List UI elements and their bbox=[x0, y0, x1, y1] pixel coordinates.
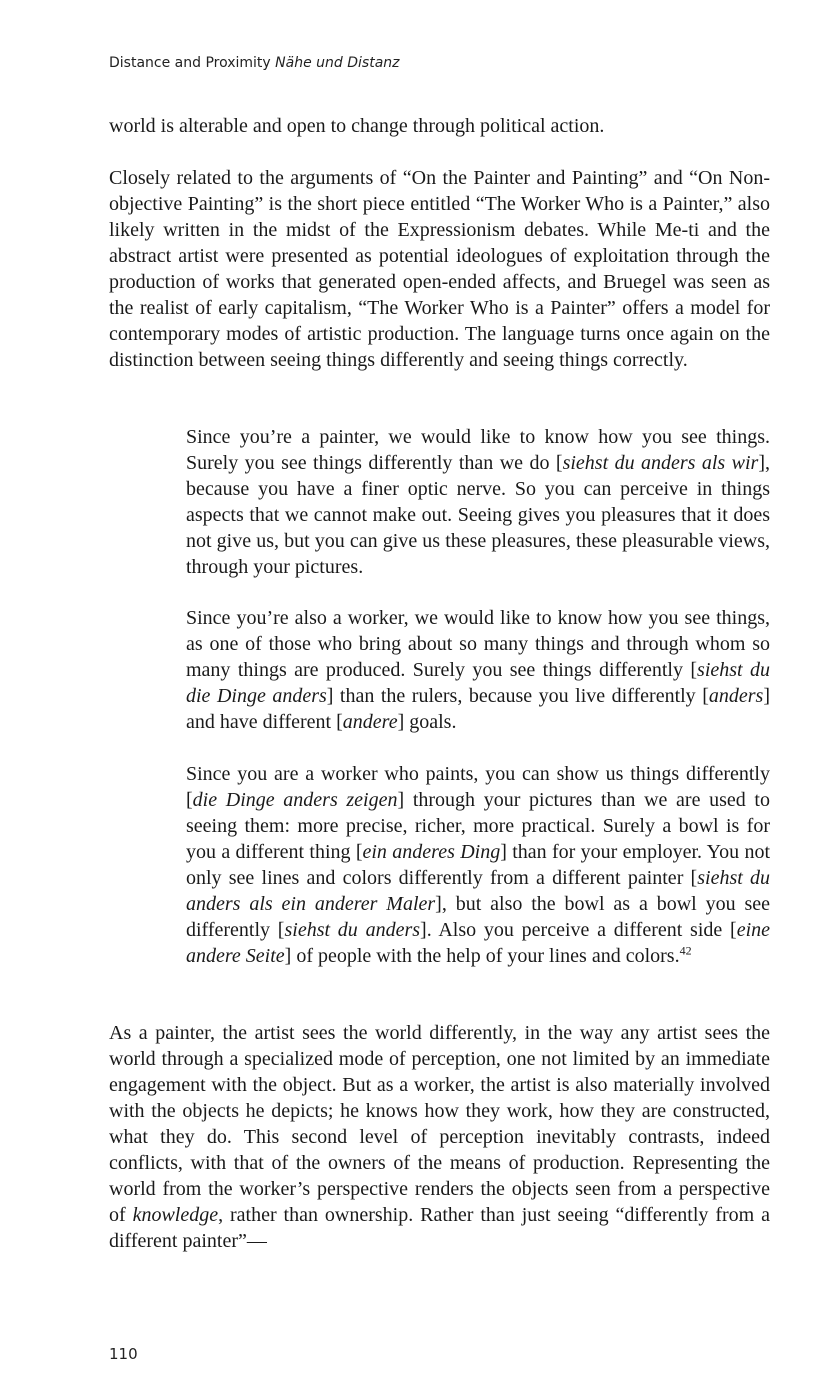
running-head bbox=[109, 55, 400, 71]
quote-text: ] than the rulers, because you live differently [ bbox=[326, 685, 709, 707]
quote-text: ] and have different [ bbox=[186, 685, 770, 733]
quote-text: ], because you have a finer optic nerve. So you can perceive in things aspects that we cannot make out. Seeing gives you pleasures that it does not give us, but you can give us these pleasures, these pleasurable views, through your pictures. bbox=[186, 452, 770, 578]
quote-text: Since you are a worker who paints, you can show us things differently [ bbox=[186, 763, 770, 811]
german-term: ein anderes Ding bbox=[362, 841, 501, 863]
german-term: siehst du anders bbox=[284, 919, 421, 941]
block-quote-paragraph-3 bbox=[186, 761, 770, 969]
quote-text: Since you’re also a worker, we would like to know how you see things, as one of those who bring about so many things and through whom so many things are produced. Surely you see things differently [ bbox=[186, 607, 770, 681]
running-head-german: Nähe und Distanz bbox=[275, 55, 400, 71]
german-term: siehst du anders als wir bbox=[562, 452, 759, 474]
paragraph-brecht-worker-painter: Closely related to the arguments of “On the Painter and Painting” and “On Non-objective Painting” is the short piece entitled “The Worker Who is a Painter,” also likely written in the midst of the Expressionism debates. While Me-ti and the abstract artist were presented as potential ideologues of exploitation through the production of works that generated open-ended affects, and Bruegel was seen as the realist of early capitalism, “The Worker Who is a Painter” offers a model for contemporary modes of artistic production. The language turns once again on the distinction between seeing things differently and seeing things correctly. bbox=[109, 167, 770, 371]
running-head-english: Distance and Proximity bbox=[109, 55, 271, 71]
quote-text: ], but also the bowl as a bowl you see differently [ bbox=[186, 893, 770, 941]
emphasis: knowledge bbox=[132, 1204, 219, 1226]
german-term: die Dinge anders zeigen bbox=[192, 789, 398, 811]
quote-text: ] goals. bbox=[397, 711, 457, 733]
quote-text: ]. Also you perceive a different side [ bbox=[420, 919, 737, 941]
paragraph-continuation: world is alterable and open to change through political action. bbox=[109, 115, 605, 137]
paragraph-text: , rather than ownership. Rather than just seeing “differently from a different painter”— bbox=[109, 1204, 770, 1252]
german-term: eine andere Seite bbox=[186, 919, 771, 967]
german-term: andere bbox=[342, 711, 398, 733]
footnote-reference[interactable]: 42 bbox=[679, 943, 692, 958]
german-term: siehst du anders als ein anderer Maler bbox=[186, 867, 771, 915]
page-number: 110 bbox=[109, 1345, 138, 1363]
german-term: siehst du die Dinge anders bbox=[186, 659, 770, 707]
block-quote-paragraph-2 bbox=[186, 605, 770, 735]
quote-text: ] of people with the help of your lines and colors. bbox=[284, 945, 680, 967]
paragraph-painter-as-worker bbox=[109, 1020, 770, 1254]
german-term: anders bbox=[708, 685, 764, 707]
block-quote-paragraph-1 bbox=[186, 424, 770, 580]
quote-text: ] through your pictures than we are used to seeing them: more precise, richer, more practical. Surely a bowl is for you a different thing [ bbox=[186, 789, 770, 863]
paragraph-text: As a painter, the artist sees the world differently, in the way any artist sees the world through a specialized mode of perception, one not limited by an immediate engagement with the object. But as a worker, the artist is also materially involved with the objects he depicts; he knows how they work, how they are constructed, what they do. This second level of perception inevitably contrasts, indeed conflicts, with that of the owners of the means of production. Representing the world from the worker’s perspective renders the objects seen from a perspective of bbox=[109, 1022, 770, 1226]
quote-text: ] than for your employer. You not only see lines and colors differently from a different painter [ bbox=[186, 841, 770, 889]
quote-text: Since you’re a painter, we would like to know how you see things. Surely you see things differently than we do [ bbox=[186, 426, 770, 474]
